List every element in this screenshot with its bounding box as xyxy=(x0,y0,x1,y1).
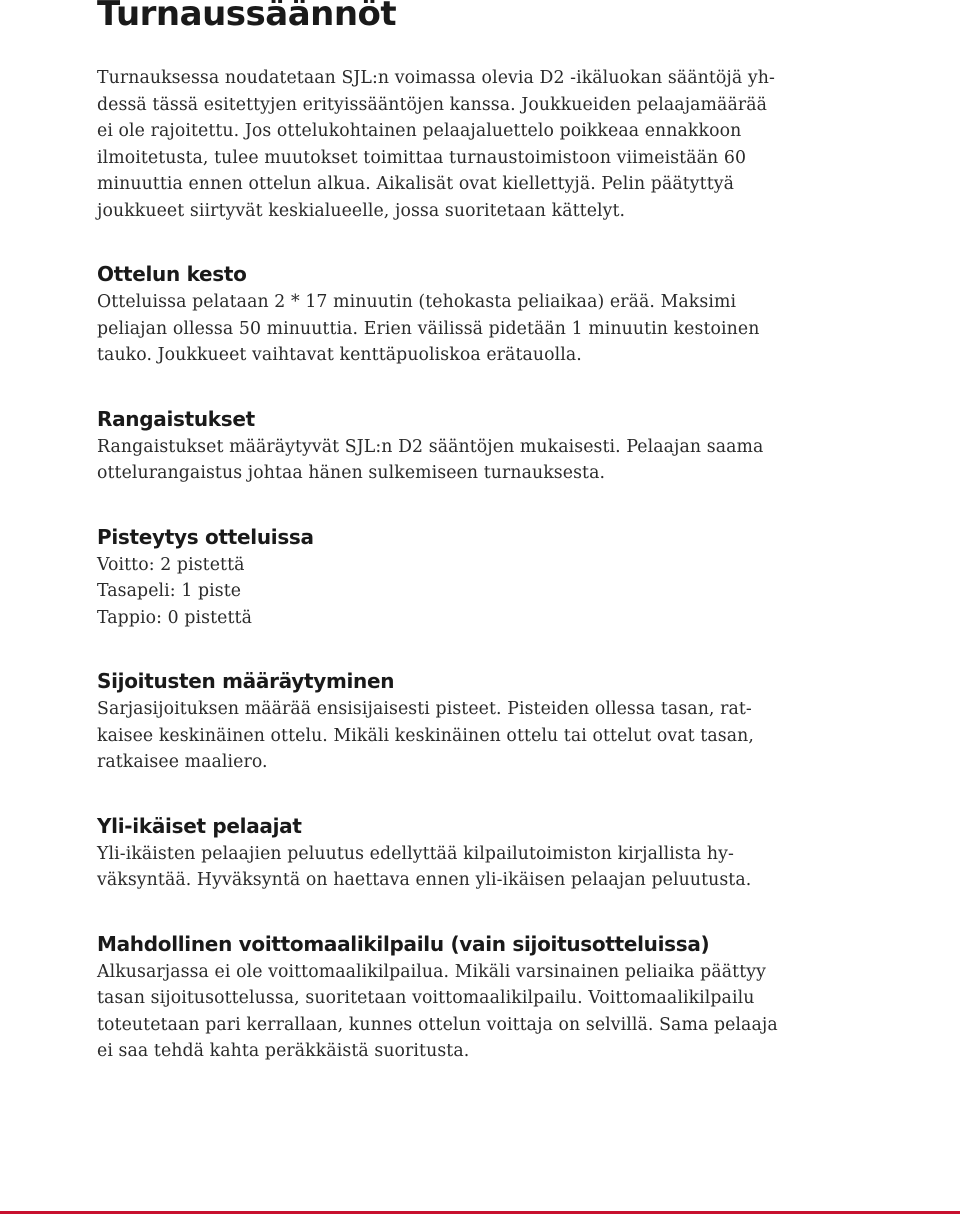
paragraph-line: Tasapeli: 1 piste xyxy=(97,581,242,601)
paragraph-line: peliajan ollessa 50 minuuttia. Erien väilissä pidetään 1 minuutin kestoinen xyxy=(97,318,760,339)
paragraph-line: väksyntää. Hyväksyntä on haettava ennen yli-ikäisen pelaajan peluutusta. xyxy=(97,870,752,890)
section-heading: Ottelun kesto xyxy=(97,262,247,286)
paragraph-line: Tappio: 0 pistettä xyxy=(97,607,252,628)
intro-line: Turnauksessa noudatetaan SJL:n voimassa olevia D2 -ikäluokan sääntöjä yh- xyxy=(97,68,775,88)
document-page xyxy=(97,0,867,1065)
intro-line: dessä tässä esitettyjen erityissääntöjen kanssa. Joukkueiden pelaajamäärää xyxy=(97,94,768,115)
paragraph-line: ottelurangaistus johtaa hänen sulkemiseen turnauksesta. xyxy=(97,463,606,483)
section-paragraph xyxy=(97,434,867,487)
paragraph-line: tasan sijoitusottelussa, suoritetaan voittomaalikilpailu. Voittomaalikilpailu xyxy=(97,988,755,1008)
section-heading: Rangaistukset xyxy=(97,406,255,431)
paragraph-line: toteutetaan pari kerrallaan, kunnes ottelun voittaja on selvillä. Sama pelaaja xyxy=(97,1014,778,1035)
paragraph-line: Yli-ikäisten pelaajien peluutus edellyttää kilpailutoimiston kirjallista hy- xyxy=(97,843,734,864)
intro-line: ilmoitetusta, tulee muutokset toimittaa turnaustoimistoon viimeistään 60 xyxy=(97,147,747,168)
paragraph-line: Otteluissa pelataan 2 * 17 minuutin (tehokasta peliaikaa) erää. Maksimi xyxy=(97,292,737,312)
section-ranking xyxy=(97,668,867,776)
section-paragraph xyxy=(97,841,867,894)
paragraph-line: Alkusarjassa ei ole voittomaalikilpailua. Mikäli varsinainen peliaika päättyy xyxy=(97,961,766,982)
paragraph-line: Sarjasijoituksen määrää ensisijaisesti pisteet. Pisteiden ollessa tasan, rat- xyxy=(97,699,752,719)
section-shootout xyxy=(97,931,867,1065)
section-paragraph xyxy=(97,959,867,1065)
section-paragraph xyxy=(97,552,867,632)
page-title: Turnaussäännöt xyxy=(97,0,397,34)
paragraph-line: kaisee keskinäinen ottelu. Mikäli keskinäinen ottelu tai ottelut ovat tasan, xyxy=(97,725,754,746)
section-paragraph xyxy=(97,696,867,776)
section-heading: Pisteytys otteluissa xyxy=(97,524,314,549)
section-overage-players xyxy=(97,813,867,894)
section-paragraph xyxy=(97,289,867,369)
paragraph-line: ratkaisee maaliero. xyxy=(97,752,268,772)
intro-line: joukkueet siirtyvät keskialueelle, jossa suoritetaan kättelyt. xyxy=(97,200,626,221)
intro-paragraph xyxy=(97,65,867,224)
paragraph-line: Voitto: 2 pistettä xyxy=(97,554,245,575)
intro-line: ei ole rajoitettu. Jos ottelukohtainen pelaajaluettelo poikkeaa ennakkoon xyxy=(97,121,742,141)
section-penalties xyxy=(97,406,867,487)
section-heading: Mahdollinen voittomaalikilpailu (vain sijoitusotteluissa) xyxy=(97,931,710,956)
paragraph-line: ei saa tehdä kahta peräkkäistä suoritusta. xyxy=(97,1041,470,1061)
paragraph-line: tauko. Joukkueet vaihtavat kenttäpuoliskoa erätauolla. xyxy=(97,345,582,365)
paragraph-line: Rangaistukset määräytyvät SJL:n D2 sääntöjen mukaisesti. Pelaajan saama xyxy=(97,436,764,457)
section-match-duration xyxy=(97,261,867,369)
section-heading: Yli-ikäiset pelaajat xyxy=(97,813,302,838)
section-heading: Sijoitusten määräytyminen xyxy=(97,669,395,693)
intro-line: minuuttia ennen ottelun alkua. Aikalisät ovat kiellettyjä. Pelin päätyttyä xyxy=(97,174,735,194)
section-scoring xyxy=(97,524,867,632)
